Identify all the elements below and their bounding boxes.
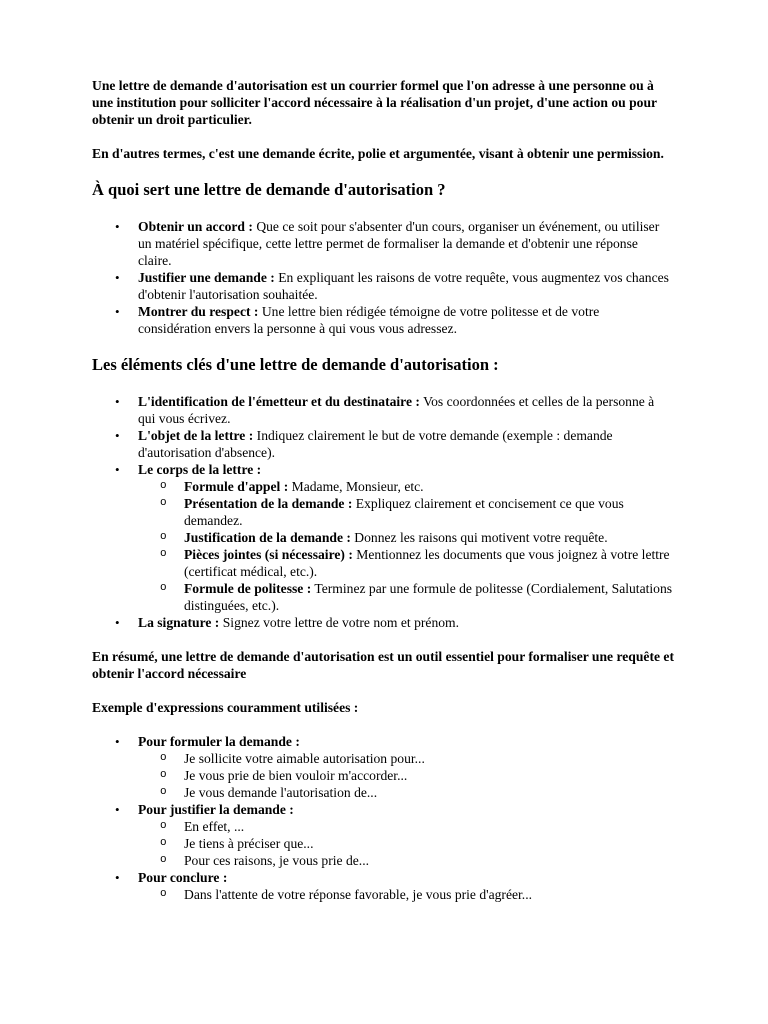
- elements-item-label: L'objet de la lettre :: [138, 428, 254, 443]
- subitem-text: Mentionnez les documents que vous joignez à votre lettre (certificat médical, etc.).: [184, 547, 670, 579]
- example-expression: o Pour ces raisons, je vous prie de...: [184, 852, 674, 869]
- purpose-item-2: [138, 269, 674, 303]
- letter-body-subitem-1: [184, 478, 674, 495]
- examples-group-2: [138, 801, 674, 869]
- purpose-item-label: Obtenir un accord :: [138, 219, 253, 234]
- examples-group-label: Pour justifier la demande :: [138, 802, 294, 817]
- purpose-item-text: Une lettre bien rédigée témoigne de votre politesse et de votre considération envers la personne à qui vous vous adressez.: [138, 304, 600, 336]
- examples-group-1: [138, 733, 674, 801]
- example-expression: o Dans l'attente de votre réponse favorable, je vous prie d'agréer...: [184, 886, 674, 903]
- subitem-text: Terminez par une formule de politesse (Cordialement, Salutations distinguées, etc.).: [184, 581, 673, 613]
- elements-item-label: La signature :: [138, 615, 220, 630]
- subitem-text: Donnez les raisons qui motivent votre requête.: [350, 530, 608, 545]
- letter-body-subitem-2: [184, 495, 674, 529]
- elements-list: [92, 393, 674, 631]
- purpose-list: [92, 218, 674, 337]
- examples-group-label: Pour formuler la demande :: [138, 734, 300, 749]
- examples-group-sublist: [138, 818, 674, 869]
- intro-paragraph-1: Une lettre de demande d'autorisation est un courrier formel que l'on adresse à une personne ou à une institution pour solliciter l'accord nécessaire à la réalisation d'un projet, d'une action ou pour obtenir un droit particulier.: [92, 78, 657, 127]
- elements-item-2: [138, 427, 674, 461]
- elements-item-3: [138, 461, 674, 614]
- section-elements-heading: Les éléments clés d'une lettre de demande d'autorisation :: [92, 355, 499, 374]
- purpose-item-text: En expliquant les raisons de votre requête, vous augmentez vos chances d'obtenir l'autorisation souhaitée.: [138, 270, 669, 302]
- examples-heading: Exemple d'expressions couramment utilisées :: [92, 700, 359, 715]
- letter-body-subitem-4: [184, 546, 674, 580]
- examples-group-sublist: [138, 750, 674, 801]
- letter-body-subitem-5: [184, 580, 674, 614]
- example-expression: o En effet, ...: [184, 818, 674, 835]
- elements-item-label: Le corps de la lettre :: [138, 462, 262, 477]
- examples-group-sublist: [138, 886, 674, 903]
- letter-body-sublist: [138, 478, 674, 614]
- examples-list: [92, 733, 674, 903]
- summary-paragraph: En résumé, une lettre de demande d'autorisation est un outil essentiel pour formaliser une requête et obtenir l'accord nécessaire: [92, 649, 674, 681]
- purpose-item-label: Justifier une demande :: [138, 270, 275, 285]
- subitem-text: Expliquez clairement et concisement ce que vous demandez.: [184, 496, 624, 528]
- purpose-item-label: Montrer du respect :: [138, 304, 259, 319]
- elements-item-text: Indiquez clairement le but de votre demande (exemple : demande d'autorisation d'absence).: [138, 428, 613, 460]
- example-expression: o Je vous demande l'autorisation de...: [184, 784, 674, 801]
- elements-item-text: Signez votre lettre de votre nom et prénom.: [219, 615, 460, 630]
- example-expression: o Je vous prie de bien vouloir m'accorder...: [184, 767, 674, 784]
- elements-item-text: Vos coordonnées et celles de la personne à qui vous écrivez.: [138, 394, 655, 426]
- subitem-label: Formule de politesse :: [184, 581, 312, 596]
- subitem-label: Pièces jointes (si nécessaire) :: [184, 547, 353, 562]
- subitem-label: Formule d'appel :: [184, 479, 289, 494]
- elements-item-label: L'identification de l'émetteur et du destinataire :: [138, 394, 420, 409]
- subitem-label: Justification de la demande :: [184, 530, 351, 545]
- letter-body-subitem-3: [184, 529, 674, 546]
- examples-group-3: [138, 869, 674, 903]
- example-expression: o Je sollicite votre aimable autorisation pour...: [184, 750, 674, 767]
- purpose-item-1: [138, 218, 674, 269]
- subitem-label: Présentation de la demande :: [184, 496, 353, 511]
- subitem-text: Madame, Monsieur, etc.: [288, 479, 424, 494]
- purpose-item-text: Que ce soit pour s'absenter d'un cours, organiser un événement, ou utiliser un matériel spécifique, cette lettre permet de formaliser la demande et d'obtenir une réponse claire.: [138, 219, 660, 268]
- elements-item-4: [138, 614, 674, 631]
- elements-item-1: [138, 393, 674, 427]
- examples-group-label: Pour conclure :: [138, 870, 228, 885]
- intro-paragraph-2: En d'autres termes, c'est une demande écrite, polie et argumentée, visant à obtenir une permission.: [92, 146, 664, 161]
- example-expression: o Je tiens à préciser que...: [184, 835, 674, 852]
- purpose-item-3: [138, 303, 674, 337]
- section-purpose-heading: À quoi sert une lettre de demande d'autorisation ?: [92, 180, 446, 199]
